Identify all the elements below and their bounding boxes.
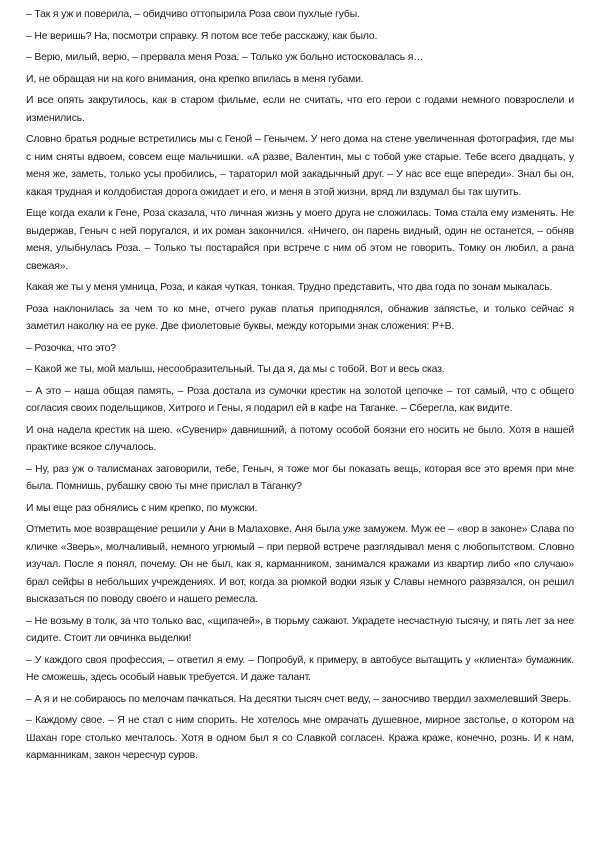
paragraph: – Ну, раз уж о талисманах заговорили, тебе, Геныч, я тоже мог бы показать вещь, которая все это время при мне была. Помнишь, рубашку свою ты мне прислал в Таганку?: [26, 463, 574, 492]
paragraph: И она надела крестик на шею. «Сувенир» давнишний, а потому особой боязни его носить не было. Хотя в нашей практике всякое случалось.: [26, 424, 574, 453]
paragraph: Роза наклонилась за чем то ко мне, отчего рукав платья приподнялся, обнажив запястье, и только сейчас я заметил наколку на ее руке. Две фиолетовые буквы, между которыми знак сложения: Р+В.: [26, 303, 574, 332]
paragraph: Отметить мое возвращение решили у Ани в Малаховке. Аня была уже замужем. Муж ее – «вор в законе» Слава по кличке «Зверь», молчаливый, немного угрюмый – при первой встрече разглядывал меня с любопытством. Словно изучал. После я понял, почему. Он не был, как я, карманником, занимался кражами из квартир либо «по случаю» брал сейфы в небольших учреждениях. И вот, когда за рюмкой водки язык у Славы немного развязался, он решил высказаться по поводу своего и нашего ремесла.: [26, 524, 574, 605]
paragraph: И мы еще раз обнялись с ним крепко, по мужски.: [26, 502, 258, 514]
paragraph: – Каждому свое. – Я не стал с ним спорить. Не хотелось мне омрачать душевное, мирное застолье, о котором на Шахан горе столько мечталось. Хотя в одном был я со Славкой согласен. Кража краже, конечно, рознь. И к нам, карманникам, закон чересчур суров.: [26, 715, 574, 761]
paragraph: – Не веришь? На, посмотри справку. Я потом все тебе расскажу, как было.: [26, 30, 378, 42]
paragraph: – А я и не собираюсь по мелочам пачкаться. На десятки тысяч счет веду, – заносчиво твердил захмелевший Зверь.: [26, 693, 572, 705]
paragraph: – Так я уж и поверила, – обидчиво оттопырила Роза свои пухлые губы.: [26, 9, 360, 20]
paragraph: Словно братья родные встретились мы с Геной – Генычем. У него дома на стене увеличенная фотография, где мы с ним сняты вдвоем, совсем еще мальчишки. «А разве, Валентин, мы с тобой уже старые. Тебе всего двадцать, у меня же, заметь, только усы пробились, – тараторил мой закадычный друг. – У нас все еще впереди». Знал бы он, какая трудная и колдобистая дорога ожидает и его, и меня в этой жизни, вряд ли вздумал бы так шутить.: [26, 134, 574, 198]
paragraph: Еще когда ехали к Гене, Роза сказала, что личная жизнь у моего друга не сложилась. Тома стала ему изменять. Не выдержав, Геныч с ней поругался, и их роман закончился. «Ничего, он парень видный, один не останется, – обняв меня, улыбнулась Роза. – Только ты постарайся при встрече с ним об этом не говорить. Томку он любил, а рана свежая».: [26, 208, 574, 272]
paragraph: – У каждого своя профессия, – ответил я ему. – Попробуй, к примеру, в автобусе вытащить у «клиента» бумажник. Не сможешь, здесь особый навык требуется. И даже талант.: [26, 654, 574, 683]
paragraph: – А это – наша общая память, – Роза достала из сумочки крестик на золотой цепочке – тот самый, что с общего согласия своих подельщиков, Хитрого и Гены, я подарил ей в кафе на Таганке. – Сберегла, как видите.: [26, 385, 574, 414]
paragraph: – Верю, милый, верю, – прервала меня Роза. – Только уж больно истосковалась я…: [26, 52, 424, 63]
paragraph: – Какой же ты, мой малыш, несообразительный. Ты да я, да мы с тобой. Вот и весь сказ.: [26, 364, 445, 375]
paragraph: И все опять закрутилось, как в старом фильме, если не считать, что его герои с годами немного повзрослели и изменились.: [26, 95, 574, 124]
paragraph: И, не обращая ни на кого внимания, она крепко впилась в меня губами.: [26, 73, 364, 85]
paragraph: – Не возьму в толк, за что только вас, «щипачей», в тюрьму сажают. Украдете несчастную тысячу, и пять лет за нее сидите. Стоит ли овчинка выделки!: [26, 615, 574, 644]
paragraph: Какая же ты у меня умница, Роза, и какая чуткая, тонкая. Трудно представить, что два года по зонам мыкалась.: [26, 282, 553, 293]
paragraph: – Розочка, что это?: [26, 342, 116, 354]
